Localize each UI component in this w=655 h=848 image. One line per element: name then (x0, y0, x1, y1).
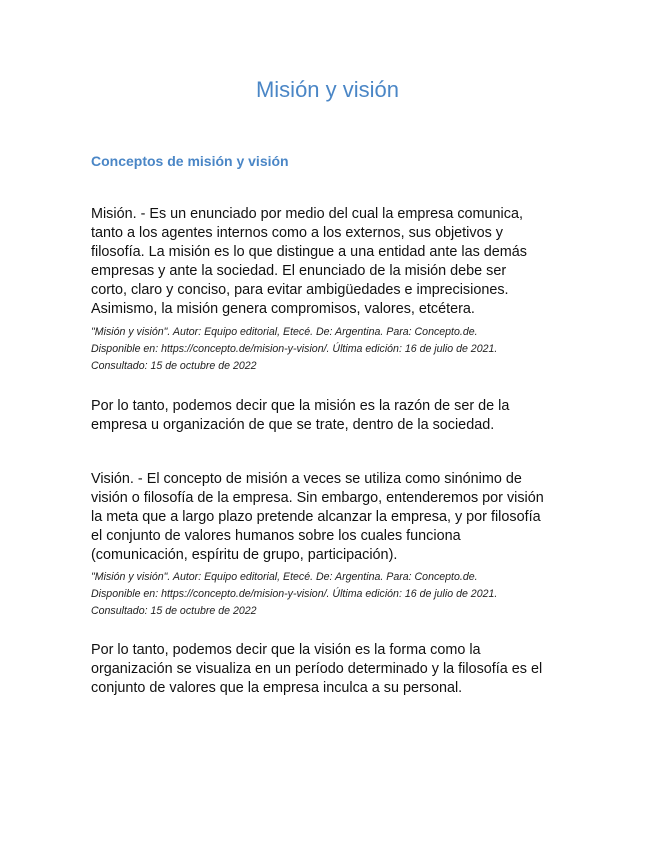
text-line: Por lo tanto, podemos decir que la misión es la razón de ser de la (91, 398, 510, 414)
citation-line: Consultado: 15 de octubre de 2022 (91, 360, 257, 372)
text-line: empresas y ante la sociedad. El enunciado de la misión debe ser (91, 263, 507, 279)
text-line: empresa u organización de que se trate, dentro de la sociedad. (91, 417, 495, 433)
text-line: (comunicación, espíritu de grupo, participación). (91, 547, 398, 563)
citation-2 (91, 569, 571, 620)
text-line: Por lo tanto, podemos decir que la visión es la forma como la (91, 642, 481, 658)
vision-conclusion (91, 641, 571, 698)
text-line: Visión. - El concepto de misión a veces se utiliza como sinónimo de (91, 471, 522, 487)
citation-line: "Misión y visión". Autor: Equipo editorial, Etecé. De: Argentina. Para: Concepto.de. (91, 326, 478, 338)
text-line: la meta que a largo plazo pretende alcanzar la empresa, y por filosofía (91, 509, 541, 525)
citation-line: Disponible en: https://concepto.de/mision-y-vision/. Última edición: 16 de julio de 2021. (91, 588, 498, 600)
text-line: Asimismo, la misión genera compromisos, valores, etcétera. (91, 301, 475, 317)
page-title: Misión y visión (255, 77, 400, 102)
citation-1 (91, 324, 571, 375)
text-line: visión o filosofía de la empresa. Sin embargo, entenderemos por visión (91, 490, 544, 506)
text-line: filosofía. La misión es lo que distingue a una entidad ante las demás (91, 244, 527, 260)
citation-line: "Misión y visión". Autor: Equipo editorial, Etecé. De: Argentina. Para: Concepto.de. (91, 571, 478, 583)
text-line: conjunto de valores que la empresa inculca a su personal. (91, 680, 463, 696)
text-line: Misión. - Es un enunciado por medio del cual la empresa comunica, (91, 206, 523, 222)
mision-conclusion (91, 397, 571, 435)
vision-paragraph (91, 470, 571, 565)
text-line: organización se visualiza en un período determinado y la filosofía es el (91, 661, 543, 677)
text-line: el conjunto de valores humanos sobre los cuales funciona (91, 528, 461, 544)
citation-line: Consultado: 15 de octubre de 2022 (91, 605, 257, 617)
section-heading: Conceptos de misión y visión (91, 153, 289, 169)
citation-line: Disponible en: https://concepto.de/mision-y-vision/. Última edición: 16 de julio de 2021. (91, 343, 498, 355)
text-line: tanto a los agentes internos como a los externos, sus objetivos y (91, 225, 503, 241)
mision-paragraph (91, 205, 571, 319)
text-line: corto, claro y conciso, para evitar ambigüedades e imprecisiones. (91, 282, 509, 298)
